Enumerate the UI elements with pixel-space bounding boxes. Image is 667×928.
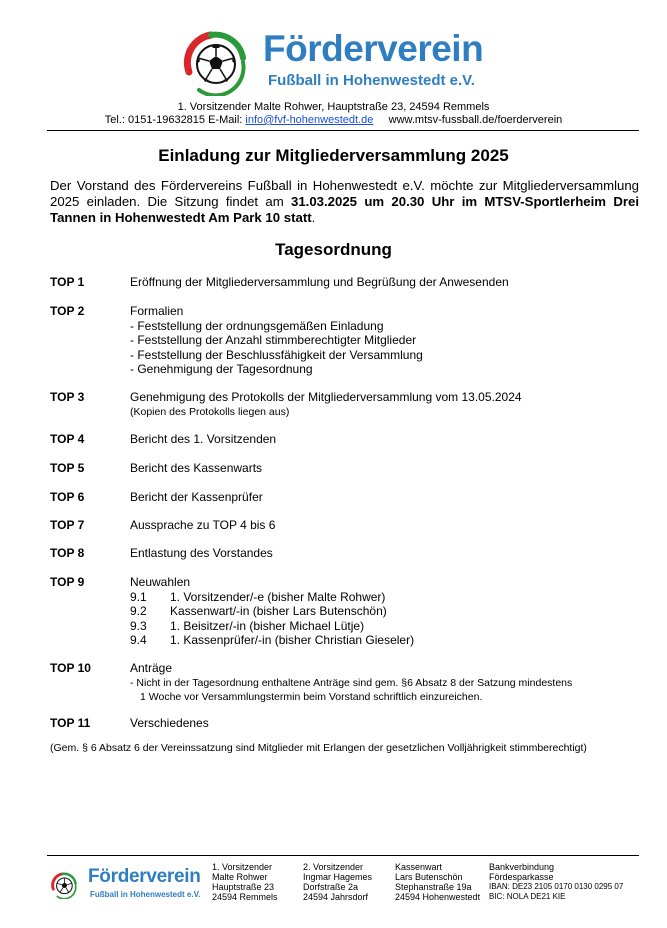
- org-name: Förderverein: [263, 28, 484, 69]
- footer-line: Hauptstraße 23: [212, 882, 275, 892]
- agenda-label: TOP 7: [50, 518, 85, 532]
- soccer-ball-footer-icon: [50, 871, 78, 899]
- item-text: 1. Kassenprüfer/-in (bisher Christian Gieseler): [170, 633, 415, 647]
- footer-line: Kassenwart: [395, 862, 443, 872]
- list-item: - Genehmigung der Tagesordnung: [130, 362, 313, 376]
- footer-line: 2. Vorsitzender: [303, 862, 364, 872]
- agenda-body: [130, 575, 640, 648]
- intro-paragraph: [50, 178, 639, 226]
- agenda-text: Aussprache zu TOP 4 bis 6: [130, 518, 276, 532]
- agenda-title: Tagesordnung: [275, 240, 392, 259]
- item-text: 1. Beisitzer/-in (bisher Michael Lütje): [170, 618, 365, 633]
- footer-line: 24594 Hohenwestedt: [395, 892, 481, 902]
- agenda-text: Formalien: [130, 304, 184, 318]
- footer-col-treasurer: [395, 862, 480, 902]
- item-number: 9.4: [130, 633, 147, 647]
- agenda-note: 1 Woche vor Versammlungstermin beim Vorstand schriftlich einzureichen.: [140, 691, 483, 703]
- header-divider: [47, 130, 639, 131]
- email-link[interactable]: info@fvf-hohenwestedt.de: [245, 114, 374, 126]
- agenda-text: Anträge: [130, 661, 173, 675]
- agenda-label: TOP 9: [50, 575, 85, 589]
- footer-line: 24594 Remmels: [212, 892, 278, 902]
- list-item: - Feststellung der Anzahl stimmberechtigter Mitglieder: [130, 333, 417, 347]
- intro-bold: 31.03.2025 um 20.30 Uhr im MTSV-Sportlerheim Drei Tannen in Hohenwestedt Am Park 10 statt: [50, 194, 639, 225]
- footer-line: Lars Butenschön: [395, 872, 463, 882]
- page-title: Einladung zur Mitgliederversammlung 2025: [158, 146, 509, 165]
- agenda-label: TOP 6: [50, 490, 85, 504]
- footer-org-subtitle: Fußball in Hohenwestedt e.V.: [90, 890, 201, 899]
- footer-line: Stephanstraße 19a: [395, 882, 472, 892]
- agenda-text: Verschiedenes: [130, 716, 209, 730]
- agenda-label: TOP 10: [50, 661, 91, 675]
- agenda-label: TOP 1: [50, 275, 85, 289]
- agenda-label: TOP 2: [50, 304, 85, 318]
- agenda-label: TOP 11: [50, 716, 91, 730]
- list-item: [130, 619, 640, 634]
- contact-address: 1. Vorsitzender Malte Rohwer, Hauptstraße 23, 24594 Remmels: [177, 101, 490, 113]
- org-subtitle: Fußball in Hohenwestedt e.V.: [268, 72, 475, 89]
- intro-text: Der Vorstand des Fördervereins Fußball in Hohenwestedt e.V. möchte zur Mitgliederversammlung 2025 einladen. Die Sitzung findet am: [50, 178, 639, 209]
- footer-line: 24594 Jahrsdorf: [303, 892, 369, 902]
- footer-divider: [47, 855, 639, 856]
- agenda-text: Eröffnung der Mitgliederversammlung und Begrüßung der Anwesenden: [130, 275, 509, 289]
- item-number: 9.3: [130, 618, 147, 633]
- list-item: [130, 633, 640, 648]
- footer-col-vice: [303, 862, 372, 902]
- agenda-label: TOP 3: [50, 390, 85, 404]
- intro-end: .: [311, 210, 316, 225]
- agenda-text: Neuwahlen: [130, 575, 191, 589]
- list-item: [130, 604, 640, 619]
- footer-line: Ingmar Hagemes: [303, 872, 373, 882]
- item-number: 9.2: [130, 604, 147, 618]
- footer-line: Fördesparkasse: [489, 872, 554, 882]
- agenda-body: [130, 390, 640, 419]
- agenda-text: Genehmigung des Protokolls der Mitgliederversammlung vom 13.05.2024: [130, 390, 522, 404]
- agenda-label: TOP 4: [50, 432, 85, 446]
- footer-line: Malte Rohwer: [212, 872, 268, 882]
- item-text: Kassenwart/-in (bisher Lars Butenschön): [170, 604, 387, 618]
- agenda-text: Bericht des Kassenwarts: [130, 461, 263, 475]
- footer-line: Dorfstraße 2a: [303, 882, 359, 892]
- agenda-note: - Nicht in der Tagesordnung enthaltene Anträge sind gem. §6 Absatz 8 der Satzung mindestens: [130, 676, 573, 689]
- footnote: (Gem. § 6 Absatz 6 der Vereinssatzung sind Mitglieder mit Erlangen der gesetzlichen Volljährigkeit stimmberechtigt): [50, 742, 587, 754]
- list-item: [130, 590, 640, 605]
- agenda-body: [130, 661, 640, 705]
- soccer-ball-logo-icon: [181, 28, 249, 96]
- footer-line: BIC: NOLA DE21 KIE: [489, 892, 566, 901]
- footer-col-chair: [212, 862, 278, 902]
- agenda-label: TOP 5: [50, 461, 85, 475]
- footer-col-bank: [489, 862, 623, 902]
- contact-tel: Tel.: 0151-19632815 E-Mail:: [104, 114, 246, 126]
- agenda-text: Bericht der Kassenprüfer: [130, 490, 263, 504]
- list-item: - Feststellung der Beschlussfähigkeit der Versammlung: [130, 347, 423, 362]
- agenda-text: Bericht des 1. Vorsitzenden: [130, 432, 277, 446]
- website-text: www.mtsv-fussball.de/foerderverein: [388, 114, 563, 126]
- agenda-body: [130, 304, 640, 377]
- footer-line: Bankverbindung: [489, 862, 555, 872]
- item-text: 1. Vorsitzender/-e (bisher Malte Rohwer): [170, 589, 386, 604]
- agenda-note: (Kopien des Protokolls liegen aus): [130, 405, 290, 418]
- agenda-text: Entlastung des Vorstandes: [130, 546, 273, 560]
- contact-line: [0, 113, 667, 127]
- agenda-label: TOP 8: [50, 546, 85, 560]
- list-item: - Feststellung der ordnungsgemäßen Einladung: [130, 318, 384, 333]
- footer-org-name: Förderverein: [88, 866, 201, 887]
- footer-line: 1. Vorsitzender: [212, 862, 273, 872]
- footer-line: IBAN: DE23 2105 0170 0130 0295 07: [489, 882, 624, 891]
- item-number: 9.1: [130, 589, 147, 604]
